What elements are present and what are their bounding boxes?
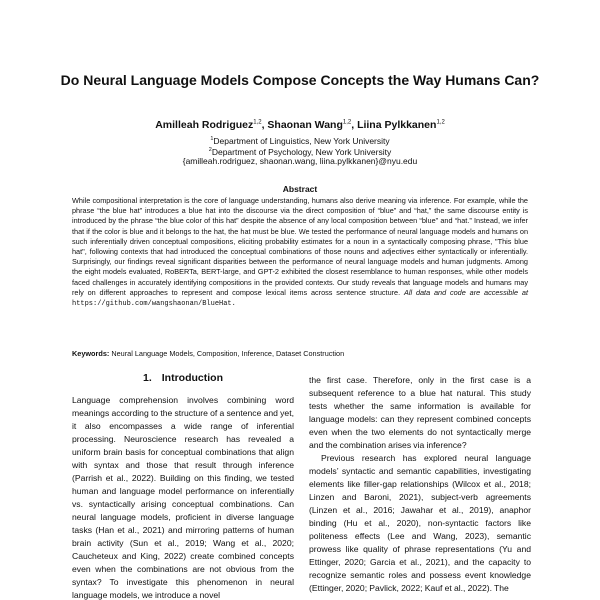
section-number: 1. <box>142 372 152 384</box>
affiliation-mark: 2 <box>208 147 212 153</box>
paragraph: Language comprehension involves combining word meanings according to the structure of a sentence and yet, it also encompasses a wide range of inferential processing. Neuroscience research has revealed a uniform brain basis for conceptual combinations that align with syntax and those that result through inference (Parrish et al., 2022). Building on this finding, we tested human and language model performance on inferentially vs. syntactically arising conceptual combinations. Can neural language models, proficient in diverse language tasks (Han et al., 2021) and mirroring patterns of human brain activity (Sun et al., 2019; Wang et al., 2020; Caucheteux and King, 2022) create combined concepts even when the combinations are not obvious from the syntax? To investigate this phenomenon in neural language models, we introduce a novel <box>72 395 294 600</box>
keywords <box>72 349 528 358</box>
abstract-heading: Abstract <box>282 184 318 194</box>
affiliation-text: Department of Psychology, New York University <box>211 146 392 157</box>
right-column <box>309 374 531 600</box>
author-emails: {amilleah.rodriguez, shaonan.wang, liina.pylkkanen}@nyu.edu <box>182 156 418 166</box>
section-title: Introduction <box>161 372 223 384</box>
affiliation-text: Department of Linguistics, New York University <box>213 135 390 146</box>
paper-title: Do Neural Language Models Compose Concepts the Way Humans Can? <box>60 72 540 88</box>
author-name: Liina Pylkkanen <box>357 119 437 131</box>
left-column <box>72 394 294 600</box>
author-name: Shaonan Wang <box>267 119 343 131</box>
author-affiliation-mark: 1,2 <box>436 119 445 126</box>
author-name: Amilleah Rodriguez <box>155 119 254 131</box>
abstract-url[interactable]: https://github.com/wangshaonan/BlueHat. <box>72 300 236 309</box>
abstract-availability: All data and code are accessible at <box>404 287 528 297</box>
keywords-text: Neural Language Models, Composition, Inference, Dataset Construction <box>111 349 345 358</box>
paragraph: the first case. Therefore, only in the first case is a subsequent reference to a blue hat natural. This study tests whether the same information is available for language models: can they represent combined concepts even when the two elements do not syntactically merge and the combination arises via inference? <box>309 375 531 450</box>
abstract-body <box>72 196 528 309</box>
section-heading-introduction <box>72 372 294 384</box>
author-list: Amilleah Rodriguez$^{1,2}$, Shaonan Wang$^{1,2}$, Liina Pylkkanen$^{1,2}$ <box>155 119 445 131</box>
abstract-text: While compositional interpretation is the core of language understanding, humans also derive meaning via inference. For example, while the phrase “the blue hat” introduces a blue hat into the discourse via the direct composition of “blue” and “hat,” the same discourse entity is introduced by the phrase “the blue color of this hat” despite the absence of any local composition between “blue” and “hat.” Instead, we infer that if the color is blue and it belongs to the hat, the hat must be blue. We tested the performance of neural language models and humans on such inferentially driven conceptual compositions, eliciting probability estimates for a noun in a syntactically composing phrase, "This blue hat", following contexts that had introduced the conceptual combinations of those nouns and adjectives either syntactically or inferentially. Surprisingly, our findings reveal significant disparities between the performance of neural language models and human judgments. Among the eight models evaluated, RoBERTa, BERT-large, and GPT-2 exhibited the closest resemblance to human responses, while other models faced challenges in accurately identifying compositions in the provided contexts. Our study reveals that language models and humans may rely on different approaches to represent and compose lexical items across sentence structure. <box>72 196 528 297</box>
author-affiliation-mark: 1,2 <box>253 119 262 126</box>
keywords-label: Keywords: <box>72 349 110 358</box>
affiliation-mark: 1 <box>210 136 214 142</box>
paragraph: Previous research has explored neural language models’ syntactic and semantic capabilities, investigating elements like filler-gap relationships (Wilcox et al., 2018; Linzen and Baroni, 2021), subject-verb agreements (Linzen et al., 2016; Jawahar et al., 2019), anaphor binding (Hu et al., 2020), non-syntactic factors like politeness effects (Lee and Wang, 2023), semantic prowess like quality of phrase representations (Yu and Ettinger, 2020; Garcia et al., 2021), and the capacity to recognize semantic roles and possess event knowledge (Ettinger, 2020; Pavlick, 2022; Kauf et al., 2022). The <box>309 453 531 593</box>
author-affiliation-mark: 1,2 <box>342 119 352 126</box>
